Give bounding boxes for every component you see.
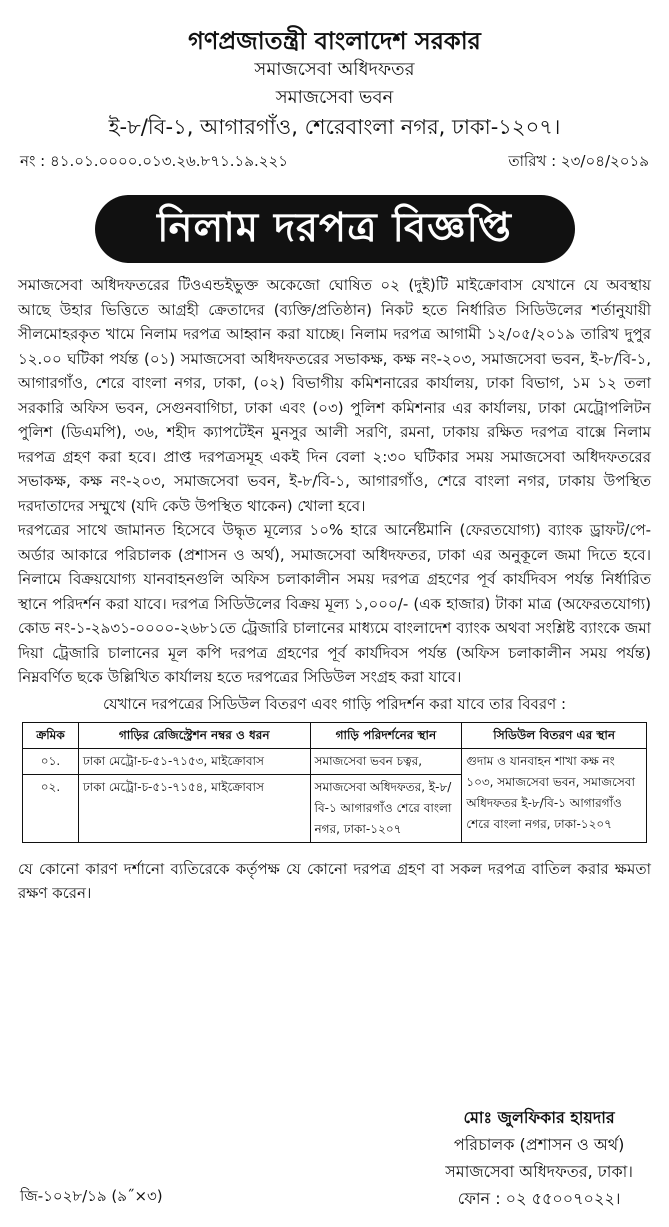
office-address: ই-৮/বি-১, আগারগাঁও, শেরেবাংলা নগর, ঢাকা-১২০৭। [108,115,561,139]
distribution-place: গুদাম ও যানবাহন শাখা কক্ষ নং ১০৩, সমাজসেবা ভবন, সমাজসেবা অধিদফতর ই-৮/বি-১ আগারগাঁও শেরে বাংলা নগর, ঢাকা-১২০৭ [462,748,647,842]
inspection-place-1: সমাজসেবা ভবন চত্বর, [310,748,462,774]
row-vehicle: ঢাকা মেট্রো-চ-৫১-৭১৫৩, মাইক্রোবাস [78,748,310,774]
header-inspection-place: গাড়ি পরিদর্শনের স্থান [310,722,462,748]
footer-code: জি-১০২৮/১৯ (৯˝×৩) [20,1187,163,1205]
department-name: সমাজসেবা অধিদফতর [254,59,415,80]
row-vehicle: ঢাকা মেট্রো-চ-৫১-৭১৫৪, মাইক্রোবাস [78,774,310,842]
table-row [23,748,647,774]
row-serial: ০২. [23,774,79,842]
government-title: গণপ্রজাতন্ত্রী বাংলাদেশ সরকার [188,27,481,55]
schedule-table [22,722,647,843]
body-paragraph-2: দরপত্রের সাথে জামানত হিসেবে উদ্ধৃত মূল্যের ১০% হারে আর্নেষ্টমানি (ফেরতযোগ্য) ব্যাংক ড্রাফট/পে-অর্ডার আকারে পরিচালক (প্রশাসন ও অর্থ), সমাজসেবা অধিদফতর, ঢাকা এর অনুকূলে জমা দিতে হবে। নিলামে বিক্রয়যোগ্য যানবাহনগুলি অফিস চলাকালীন সময় দরপত্র গ্রহণের পূর্ব কার্যদিবস পর্যন্ত নির্ধারিত স্থানে পরিদর্শন করা যাবে। দরপত্র সিডিউলের বিক্রয় মূল্য ১,০০০/- (এক হাজার) টাকা মাত্র (অফেরতযোগ্য) কোড নং-১-২৯৩১-০০০০-২৬৮১তে ট্রেজারি চালানের মাধ্যমে বাংলাদেশ ব্যাংক অথবা সংশ্লিষ্ট ব্যাংকে জমা দিয়া ট্রেজারি চালানের মূল কপি দরপত্র গ্রহণের পূর্ব কার্যদিবস পর্যন্ত (অফিস চলাকালীন সময় পর্যন্ত) নিম্নবর্ণিত ছকে উল্লিখিত কার্যালয় হতে দরপত্রের সিডিউল সংগ্রহ করা যাবে। [18,521,651,686]
signatory-designation: পরিচালক (প্রশাসন ও অর্থ) [453,1135,625,1154]
header-serial: ক্রমিক [23,722,79,748]
body-paragraph-1: সমাজসেবা অধিদফতরের টিওএন্ডইভুক্ত অকেজো ঘোষিত ০২ (দুই)টি মাইক্রোবাস যেখানে যে অবস্থায় আছে উহার ভিত্তিতে আগ্রহী ক্রেতাদের (ব্যক্তি/প্রতিষ্ঠান) নিকট হতে নির্ধারিত সিডিউলের শর্তানুযায়ী সীলমোহরকৃত খামে নিলাম দরপত্র আহ্বান করা যাচ্ছে। নিলাম দরপত্র আগামী ১২/০৫/২০১৯ তারিখ দুপুর ১২.০০ ঘটিকা পর্যন্ত (০১) সমাজসেবা অধিদফতরের সভাকক্ষ, কক্ষ নং-২০৩, সমাজসেবা ভবন, ই-৮/বি-১, আগারগাঁও, শেরে বাংলা নগর, ঢাকা, (০২) বিভাগীয় কমিশনারের কার্যালয়, ঢাকা বিভাগ, ১ম ১২ তলা সরকারি অফিস ভবন, সেগুনবাগিচা, ঢাকা এবং (০৩) পুলিশ কমিশনার এর কার্যালয়, ঢাকা মেট্রোপলিটন পুলিশ (ডিএমপি), ৩৬, শহীদ ক্যাপটেইন মুনসুর আলী সরণি, রমনা, ঢাকায় রক্ষিত দরপত্র বাক্সে নিলাম দরপত্র গ্রহণ করা হবে। প্রাপ্ত দরপত্রসমূহ একই দিন বেলা ২:৩০ ঘটিকার সময় সমাজসেবা অধিদফতরের সভাকক্ষ, কক্ষ নং-২০৩, সমাজসেবা ভবন, ই-৮/বি-১, আগারগাঁও, শেরে বাংলা নগর, ঢাকায় উপস্থিত দরদাতাদের সম্মুখে (যদি কেউ উপস্থিত থাকেন) খোলা হবে। [18,276,651,515]
signatory-name: মোঃ জুলফিকার হায়দার [463,1108,615,1127]
notice-banner [95,195,575,263]
reference-line [18,150,651,175]
building-name: সমাজসেবা ভবন [275,87,394,108]
header-distribution-place: সিডিউল বিতরণ এর স্থান [462,722,647,748]
signatory-phone: ফোন : ০২ ৫৫০০৭০২২। [457,1189,621,1208]
table-intro: যেখানে দরপত্রের সিডিউল বিতরণ এবং গাড়ি পরিদর্শন করা যাবে তার বিবরণ : [102,694,567,713]
signature-block [445,1104,633,1212]
notice-header [18,0,651,142]
header-vehicle: গাড়ির রেজিস্ট্রেশন নম্বর ও ধরন [78,722,310,748]
reference-number: নং : ৪১.০১.০০০০.০১৩.২৬.৮৭১.১৯.২২১ [20,152,289,170]
row-serial: ০১. [23,748,79,774]
notice-body [18,273,651,690]
table-header-row [23,722,647,748]
closing-statement: যে কোনো কারণ দর্শানো ব্যতিরেকে কর্তৃপক্ষ যে কোনো দরপত্র গ্রহণ বা সকল দরপত্র বাতিল করার ক্ষমতা রক্ষণ করেন। [18,859,651,902]
inspection-place-2: সমাজসেবা অধিদফতর, ই-৮/বি-১ আগারগাঁও শেরে বাংলা নগর, ঢাকা-১২০৭ [310,774,462,842]
banner-title: নিলাম দরপত্র বিজ্ঞপ্তি [157,204,512,251]
notice-date: তারিখ : ২৩/০৪/২০১৯ [508,152,649,170]
signatory-office: সমাজসেবা অধিদফতর, ঢাকা। [445,1162,633,1181]
